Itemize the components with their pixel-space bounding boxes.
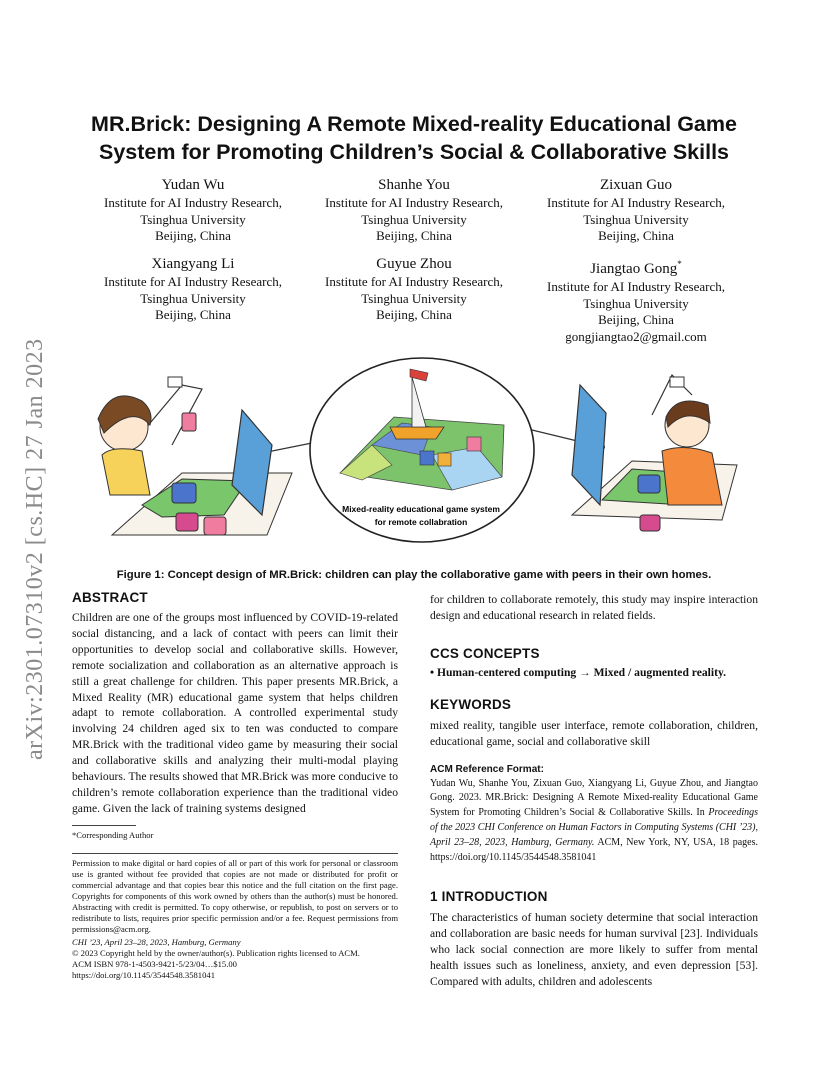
abstract-heading: ABSTRACT: [72, 590, 148, 605]
left-column: [72, 590, 398, 981]
copyright-line: © 2023 Copyright held by the owner/author(s). Publication rights licensed to ACM.: [72, 947, 360, 958]
intro-heading: 1 INTRODUCTION: [430, 889, 548, 905]
author-name: [521, 254, 751, 279]
right-child-scene-illustration: [572, 375, 737, 531]
author-name: Yudan Wu: [161, 177, 225, 193]
venue-text: CHI ’23, April 23–28, 2023, Hamburg, Germany: [72, 936, 241, 947]
author-location: Beijing, China: [598, 228, 674, 243]
left-child-scene-illustration: [98, 377, 292, 535]
title-line-2: System for Promoting Children’s Social & Collaborative Skills: [98, 140, 730, 164]
doi-line: https://doi.org/10.1145/3544548.3581041: [72, 969, 215, 980]
acm-ref-pre: Yudan Wu, Shanhe You, Zixuan Guo, Xiangyang Li, Guyue Zhou, and Jiangtao Gong. 2023. MR.Brick: Designing A Remote Mixed-reality Educational Game System for Promoting Children’s Social & Collaborative Skills. In: [430, 777, 758, 819]
keywords-text: mixed reality, tangible user interface, remote collaboration, children, educational game, social and collaborative skill: [430, 718, 758, 748]
permission-rule: [72, 853, 398, 854]
acm-ref-proceedings: Proceedings of the 2023 CHI Conference on Human Factors in Computing Systems (CHI ’23), April 23–28, 2023, Hamburg, Germany.: [430, 807, 758, 848]
figure-caption: Figure 1: Concept design of MR.Brick: children can play the collaborative game with peers in their own homes.: [116, 569, 712, 581]
abstract-continued: for children to collaborate remotely, this study may inspire interaction design and educational research in related fields.: [430, 593, 758, 622]
author-affiliation: Institute for AI Industry Research,: [104, 195, 282, 210]
intro-text: The characteristics of human society determine that social interaction and collaboration are basic needs for human survival [23]. Individuals who lack social connection are more likely to suffer from mental health issues such as loneliness, anxiety, and even depression [53]. Compared with adults, children and adolescents: [430, 911, 758, 989]
author-block: [299, 175, 529, 245]
author-name: Zixuan Guo: [599, 177, 673, 193]
author-affiliation: Institute for AI Industry Research,: [104, 274, 282, 289]
corresponding-mark: *: [677, 259, 682, 269]
keywords-heading: KEYWORDS: [430, 696, 512, 712]
author-affiliation: Institute for AI Industry Research,: [547, 279, 725, 294]
author-location: Beijing, China: [155, 228, 231, 243]
title-line-1: MR.Brick: Designing A Remote Mixed-reality Educational Game: [91, 112, 737, 136]
acm-ref-text: [430, 777, 758, 866]
author-block: [299, 254, 529, 324]
right-column: [430, 592, 758, 990]
author-location: Beijing, China: [598, 312, 674, 327]
author-university: Tsinghua University: [583, 295, 689, 311]
author-location: Beijing, China: [376, 228, 452, 243]
acm-ref-post: ACM, New York, NY, USA, 18 pages. https://doi.org/10.1145/3544548.3581041: [430, 836, 758, 863]
abstract-text: Children are one of the groups most influenced by COVID-19-related social distancing, and a lack of contact with peers can limit their opportunities to develop social and collaborative skills. However, remote socialization and collaboration as an alternative approach is still a great challenge for children. This paper presents MR.Brick, a Mixed Reality (MR) educational game system that helps children adapt to remote collaboration. A controlled experimental study involving 24 children aged six to ten was conducted to compare MR.Brick with the traditional video game by measuring their social and collaborative skills and analyzing their multi-modal playing behaviours. The results showed that MR.Brick was more conducive to children’s remote collaboration experience than the traditional video game. Given the lack of training systems designed: [72, 611, 398, 815]
footnote-corresponding: *Corresponding Author: [72, 829, 154, 840]
paper-title: [60, 110, 768, 166]
author-university: Tsinghua University: [140, 211, 246, 227]
author-block: [78, 254, 308, 324]
author-block: [521, 254, 751, 345]
author-affiliation: Institute for AI Industry Research,: [325, 195, 503, 210]
concept-illustration: [72, 355, 762, 565]
author-block: [78, 175, 308, 245]
author-affiliation: Institute for AI Industry Research,: [547, 195, 725, 210]
author-name: Shanhe You: [378, 177, 450, 193]
ccs-item: • Human-centered computing → Mixed / augmented reality.: [430, 665, 727, 679]
author-email: gongjiangtao2@gmail.com: [565, 328, 707, 344]
author-name: Xiangyang Li: [151, 256, 235, 272]
figure-inner-label-2: for remote collabration: [374, 517, 468, 527]
author-university: Tsinghua University: [361, 290, 467, 306]
permission-notice: Permission to make digital or hard copies of all or part of this work for personal or classroom use is granted without fee provided that copies are not made or distributed for profit or commercial advantage and that copies bear this notice and the full citation on the first page. Copyrights for components of this work owned by others than the author(s) must be honored. Abstracting with credit is permitted. To copy otherwise, or republish, to post on servers or to redistribute to lists, requires prior specific permission and/or a fee. Request permissions from permissions@acm.org.: [72, 857, 398, 934]
isbn-line: ACM ISBN 978-1-4503-9421-5/23/04…$15.00: [72, 958, 237, 969]
center-game-board-illustration: [310, 358, 534, 542]
author-block: [521, 175, 751, 245]
author-location: Beijing, China: [155, 307, 231, 322]
footnote-rule: [72, 825, 136, 826]
author-university: Tsinghua University: [140, 290, 246, 306]
author-name-text: Jiangtao Gong: [590, 261, 678, 277]
venue-line: [72, 937, 398, 948]
ccs-heading: CCS CONCEPTS: [430, 645, 540, 661]
author-name: Guyue Zhou: [376, 256, 452, 272]
author-affiliation: Institute for AI Industry Research,: [325, 274, 503, 289]
arxiv-stamp: arXiv:2301.07310v2 [cs.HC] 27 Jan 2023: [22, 338, 48, 760]
author-university: Tsinghua University: [583, 211, 689, 227]
author-university: Tsinghua University: [361, 211, 467, 227]
author-location: Beijing, China: [376, 307, 452, 322]
figure-inner-label-1: Mixed-reality educational game system: [342, 504, 500, 514]
acm-ref-heading: ACM Reference Format:: [430, 763, 544, 775]
